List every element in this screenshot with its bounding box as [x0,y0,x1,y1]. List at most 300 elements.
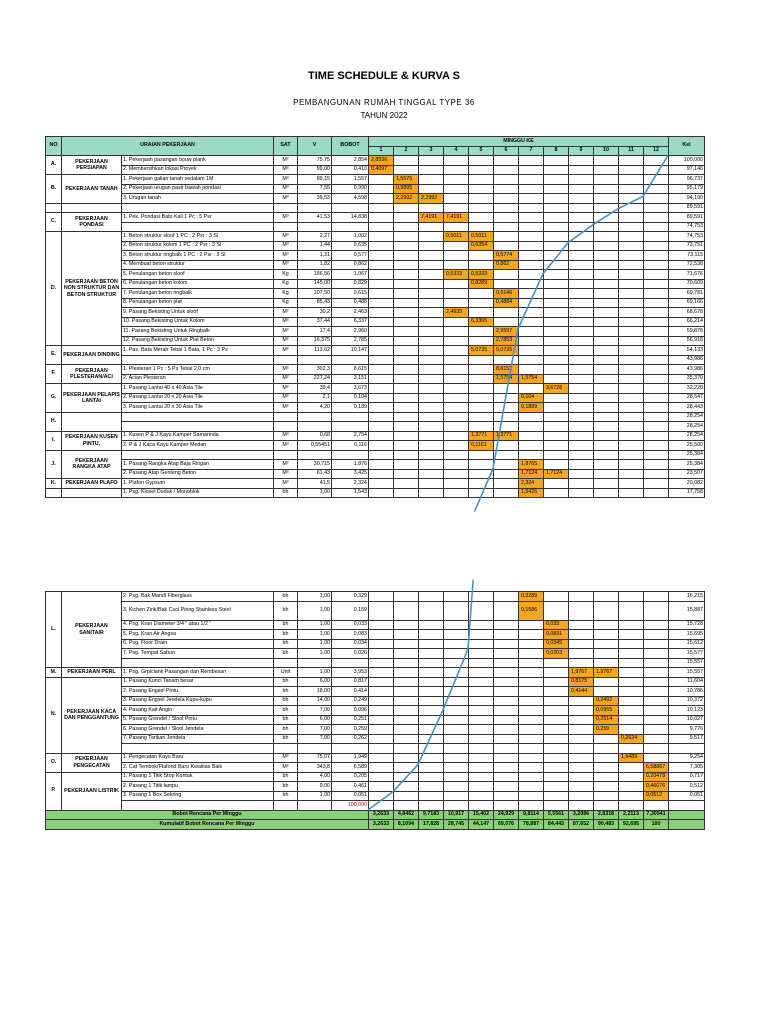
volume: 227,24 [298,374,332,384]
week-cell-1 [369,184,394,194]
table-row [46,630,705,640]
weight: 0,104 [332,393,369,403]
work-item: 4. Pasang Kait Angin [122,706,274,716]
week-cell-4 [444,346,469,356]
week-cell-5 [469,165,494,175]
week-cell-3 [419,156,444,166]
week-cell-11 [619,763,644,773]
work-item: 4. Membuat beton struktur [122,260,274,270]
week-cell-5 [469,184,494,194]
weight: 0,259 [332,725,369,735]
week-cell-9 [569,658,594,668]
volume: 186,56 [298,270,332,280]
week-cell-3 [419,393,444,403]
week-cell-7 [519,194,544,204]
week-cell-11 [619,744,644,754]
week-cell-11 [619,374,644,384]
week-cell-6 [494,668,519,678]
cumulative-remaining: 9,517 [669,734,705,744]
volume: 30,2 [298,308,332,318]
week-cell-7 [519,687,544,697]
week-cell-2 [394,687,419,697]
week-cell-1 [369,251,394,261]
week-cell-2 [394,763,419,773]
week-cell-7 [519,734,544,744]
work-group: PEKERJAAN KUSEN PINTU, [62,431,122,450]
week-cell-6 [494,620,519,630]
week-cell-4 [444,687,469,697]
week-cell-9 [569,393,594,403]
week-cell-12 [644,346,669,356]
week-cell-3 [419,658,444,668]
week-cell-11 [619,241,644,251]
cumulative-remaining: 15,695 [669,630,705,640]
unit: M² [274,469,298,479]
week-cell-12 [644,317,669,327]
week-cell-10 [594,658,619,668]
week-cell-10 [594,175,619,185]
weight: 0,159 [332,601,369,620]
week-cell-10 [594,687,619,697]
week-cell-5 [469,365,494,375]
week-cell-4 [444,658,469,668]
week-cell-4 [444,260,469,270]
week-cell-9 [569,251,594,261]
table-row [46,763,705,773]
weight [332,450,369,460]
week-cell-3 [419,232,444,242]
week-cell-10 [594,270,619,280]
volume: 7,00 [298,706,332,716]
week-cell-9 [569,213,594,223]
work-group: PEKERJAAN PENGECATAN [62,753,122,772]
week-cell-10 [594,763,619,773]
week-cell-3 [419,601,444,620]
week-cell-5: 0,6354 [469,241,494,251]
work-item: 3. Urugan tanah [122,194,274,204]
volume: 16,375 [298,336,332,346]
week-cell-4 [444,801,469,811]
week-header-11: 11 [619,146,644,156]
cumulative-remaining: 43,986 [669,365,705,375]
weight: 0,615 [332,289,369,299]
unit: M² [274,327,298,337]
week-cell-2 [394,668,419,678]
week-cell-2: 1,5575 [394,175,419,185]
week-cell-2 [394,782,419,792]
week-cell-9 [569,479,594,489]
week-header-6: 6 [494,146,519,156]
week-cell-11 [619,782,644,792]
week-cell-12 [644,422,669,432]
week-cell-7: 0,1889 [519,403,544,413]
week-cell-9 [569,601,594,620]
cumulative-remaining: 69,166 [669,298,705,308]
work-item: 1. Pekerjaan pasangan bouw plank [122,156,274,166]
table-row [46,213,705,223]
week-cell-11 [619,488,644,498]
week-cell-9 [569,365,594,375]
volume: 1,00 [298,488,332,498]
week-cell-1 [369,298,394,308]
week-cell-11 [619,317,644,327]
week-cell-10 [594,791,619,801]
weight: 0,990 [332,184,369,194]
week-cell-9 [569,734,594,744]
week-cell-6 [494,630,519,640]
week-cell-1 [369,393,394,403]
week-cell-4 [444,403,469,413]
week-cell-5 [469,222,494,232]
week-cell-5 [469,251,494,261]
volume: 39,4 [298,384,332,394]
week-cell-6 [494,241,519,251]
week-cell-9 [569,203,594,213]
week-cell-5 [469,450,494,460]
week-cell-8 [544,222,569,232]
week-cell-5 [469,753,494,763]
week-cell-5 [469,488,494,498]
week-cell-6 [494,763,519,773]
volume: 30,715 [298,460,332,470]
week-cell-2 [394,479,419,489]
week-cell-7: 1,7124 [519,469,544,479]
unit: bh [274,725,298,735]
week-cell-8 [544,772,569,782]
week-cell-12 [644,668,669,678]
week-cell-12 [644,677,669,687]
week-cell-6 [494,270,519,280]
volume: 14,00 [298,696,332,706]
week-cell-11 [619,658,644,668]
cumulative-weight-w7: 78,887 [519,820,544,830]
week-cell-3 [419,260,444,270]
week-cell-6 [494,649,519,659]
week-cell-1 [369,601,394,620]
week-cell-2 [394,791,419,801]
week-cell-12 [644,460,669,470]
week-cell-4 [444,317,469,327]
week-cell-11 [619,706,644,716]
week-cell-12 [644,213,669,223]
week-cell-7 [519,639,544,649]
cumulative-weight-w6: 69,076 [494,820,519,830]
table-row [46,696,705,706]
week-cell-6: 0,862 [494,260,519,270]
unit: M³ [274,251,298,261]
week-cell-8 [544,260,569,270]
week-cell-8 [544,791,569,801]
item-number [46,203,62,213]
week-cell-2 [394,222,419,232]
table-row [46,384,705,394]
work-item: 3. Kichen Zink/Bak Cuci Piring Stainless Steel [122,601,274,620]
week-cell-1 [369,431,394,441]
week-cell-3 [419,412,444,422]
week-cell-11 [619,649,644,659]
week-cell-7 [519,298,544,308]
week-cell-12: 0,0512 [644,791,669,801]
week-cell-8 [544,374,569,384]
unit: Kg [274,270,298,280]
week-cell-4 [444,601,469,620]
week-cell-4 [444,355,469,365]
unit: bh [274,649,298,659]
week-cell-7 [519,260,544,270]
item-number: A. [46,156,62,175]
week-cell-12 [644,270,669,280]
week-cell-7: 0,3289 [519,592,544,602]
weekly-weight-label: Bobot Rencana Per Minggu [46,810,369,820]
volume: 145,00 [298,279,332,289]
week-cell-12 [644,194,669,204]
week-cell-1 [369,469,394,479]
week-cell-1 [369,441,394,451]
volume: 9,00 [298,782,332,792]
weight: 3,953 [332,668,369,678]
week-cell-10: 0,259 [594,725,619,735]
table-row [46,782,705,792]
week-cell-2 [394,744,419,754]
week-cell-4 [444,772,469,782]
work-item [122,203,274,213]
week-cell-9 [569,630,594,640]
week-cell-5 [469,772,494,782]
week-cell-12: 0,46076 [644,782,669,792]
week-cell-9 [569,620,594,630]
cumulative-remaining: 43,986 [669,355,705,365]
item-number: F. [46,365,62,384]
week-cell-12 [644,403,669,413]
item-number: O. [46,753,62,772]
week-cell-5 [469,687,494,697]
work-group: PEKERJAAN LISTRIK [62,772,122,810]
volume [298,412,332,422]
volume [298,422,332,432]
cumulative-weight-w11: 92,695 [619,820,644,830]
week-cell-5: 0,5333 [469,270,494,280]
week-cell-9 [569,469,594,479]
week-cell-1 [369,658,394,668]
week-cell-11 [619,639,644,649]
weight [332,355,369,365]
week-cell-2 [394,213,419,223]
unit: M² [274,346,298,356]
work-group: PEKERJAAN PELAPIS LANTAI [62,384,122,413]
week-cell-3 [419,460,444,470]
week-cell-4 [444,696,469,706]
week-cell-12 [644,165,669,175]
weekly-weight-w3: 9,7183 [419,810,444,820]
week-cell-11 [619,203,644,213]
table-row [46,298,705,308]
week-cell-8 [544,365,569,375]
unit: M² [274,156,298,166]
week-cell-9 [569,696,594,706]
week-cell-7 [519,620,544,630]
week-cell-2 [394,620,419,630]
unit: M² [274,365,298,375]
week-cell-11: 0,2624 [619,734,644,744]
week-cell-8 [544,706,569,716]
week-cell-9 [569,715,594,725]
work-group: PEKERJAAN SANITAIR [62,592,122,668]
week-cell-8 [544,165,569,175]
week-cell-6 [494,393,519,403]
week-cell-2 [394,441,419,451]
weight: 0,033 [332,620,369,630]
week-cell-11 [619,184,644,194]
week-cell-11 [619,298,644,308]
work-item [122,222,274,232]
weekly-weight-w10: 2,8318 [594,810,619,820]
week-cell-8 [544,232,569,242]
table-row [46,753,705,763]
week-cell-10 [594,365,619,375]
week-cell-12 [644,601,669,620]
cumulative-remaining: 23,507 [669,469,705,479]
table-row [46,374,705,384]
week-cell-12 [644,639,669,649]
week-cell-9 [569,175,594,185]
week-cell-4: 7,4191 [444,213,469,223]
week-cell-5 [469,649,494,659]
week-cell-4 [444,450,469,460]
item-number: I. [46,431,62,450]
unit: bh [274,601,298,620]
unit: bh [274,706,298,716]
week-cell-1 [369,488,394,498]
week-cell-1 [369,422,394,432]
week-cell-3 [419,763,444,773]
work-item [122,744,274,754]
volume: 2,1 [298,393,332,403]
week-cell-8 [544,403,569,413]
week-cell-2 [394,289,419,299]
week-cell-9 [569,725,594,735]
work-item: 3. Pasang 1 Box Sekring [122,791,274,801]
week-cell-11 [619,630,644,640]
table-row [46,460,705,470]
weight: 1,543 [332,488,369,498]
unit: M² [274,479,298,489]
item-number: N. [46,677,62,753]
week-cell-10 [594,232,619,242]
work-item: 2. Pasang 1 Titik lampu [122,782,274,792]
week-cell-9 [569,270,594,280]
table-row [46,289,705,299]
week-cell-7 [519,677,544,687]
col-header-minggu: MINGGU KE [369,137,669,147]
week-cell-8 [544,677,569,687]
week-cell-3 [419,668,444,678]
cumulative-remaining: 9,776 [669,725,705,735]
week-header-3: 3 [419,146,444,156]
weight: 0,083 [332,630,369,640]
week-cell-8 [544,251,569,261]
week-cell-9 [569,412,594,422]
week-cell-7 [519,270,544,280]
work-item: 8. Penulangan beton plat [122,298,274,308]
week-cell-7: 1,8765 [519,460,544,470]
item-number: G. [46,384,62,413]
week-cell-3 [419,175,444,185]
week-cell-7 [519,175,544,185]
weight: 0,262 [332,734,369,744]
week-cell-11 [619,251,644,261]
work-item: 2. Beton struktur kolom 1 PC : 2 Psr : 3 Sl [122,241,274,251]
cumulative-remaining: 15,577 [669,649,705,659]
week-cell-2 [394,308,419,318]
table-row [46,260,705,270]
table-row [46,801,705,811]
week-cell-11 [619,165,644,175]
week-cell-7 [519,668,544,678]
unit: bh [274,782,298,792]
week-cell-3 [419,308,444,318]
week-cell-10 [594,222,619,232]
unit: M² [274,308,298,318]
week-cell-11 [619,431,644,441]
week-cell-12 [644,706,669,716]
volume: 1,82 [298,260,332,270]
work-item: 3. Pasang Lantai 20 x 30 Asia Tile [122,403,274,413]
week-cell-11 [619,270,644,280]
cumulative-remaining: 28,254 [669,412,705,422]
cumulative-remaining: 0,512 [669,782,705,792]
week-header-10: 10 [594,146,619,156]
week-cell-10 [594,782,619,792]
week-cell-10 [594,403,619,413]
table-header-row [46,137,705,147]
week-cell-6 [494,422,519,432]
week-cell-7 [519,782,544,792]
unit: bh [274,639,298,649]
week-cell-1 [369,782,394,792]
week-cell-12 [644,308,669,318]
week-cell-6 [494,469,519,479]
week-cell-2 [394,355,419,365]
week-cell-3 [419,422,444,432]
cumulative-remaining: 28,254 [669,431,705,441]
week-cell-2 [394,601,419,620]
week-cell-2 [394,630,419,640]
weight: 0,862 [332,260,369,270]
week-cell-3 [419,725,444,735]
week-cell-5 [469,260,494,270]
week-cell-8 [544,744,569,754]
unit: M³ [274,431,298,441]
work-item: 6. Penulangan beton kolom [122,279,274,289]
week-cell-4 [444,715,469,725]
cumulative-remaining: 15,612 [669,639,705,649]
week-cell-6 [494,156,519,166]
week-cell-11 [619,469,644,479]
week-cell-1 [369,744,394,754]
week-cell-11 [619,194,644,204]
work-item: 1. Pas. Bata Merah Tebal 1 Bata, 1 Pc : 3 Ps [122,346,274,356]
week-cell-9 [569,308,594,318]
week-cell-11 [619,441,644,451]
volume: 1,00 [298,649,332,659]
work-group: PEKERJAAN PLAFO [62,479,122,489]
unit: M³ [274,213,298,223]
week-header-2: 2 [394,146,419,156]
week-cell-6: 5,0735 [494,346,519,356]
week-cell-6 [494,412,519,422]
unit: bh [274,592,298,602]
weight [332,744,369,754]
